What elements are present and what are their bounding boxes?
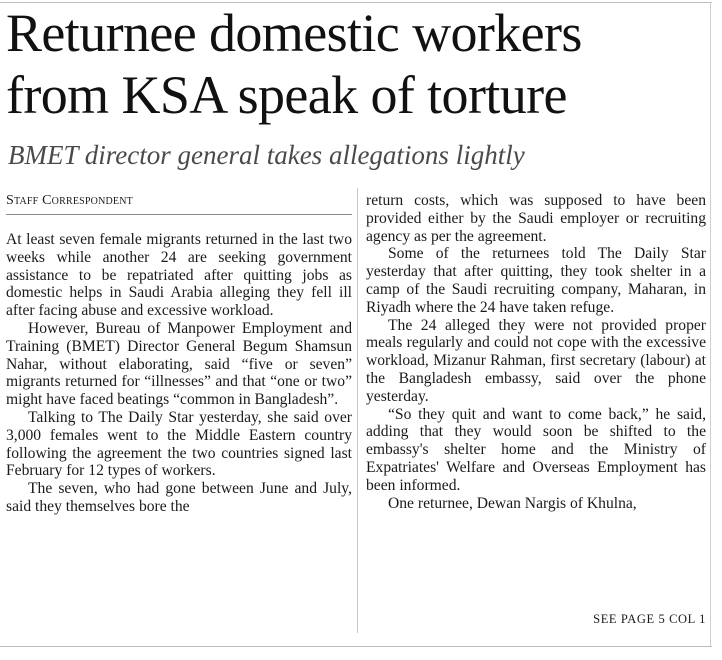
continued-jump-line: SEE PAGE 5 COL 1 [593, 612, 706, 626]
right-border [710, 2, 711, 647]
byline-rule [6, 214, 352, 215]
article-paragraph: One returnee, Dewan Nargis of Khulna, [388, 494, 637, 512]
article-paragraph: return costs, which was supposed to have been provided either by the Saudi employer or recruiting agency as per the agreement. [366, 192, 706, 245]
subheadline: BMET director general takes allegations lightly [8, 140, 525, 170]
article-paragraph: However, Bureau of Manpower Employment and Training (BMET) Director General Begum Shamsun Nahar, without elaborating, said “five or seven” migrants returned for “illnesses” and that “one or two” might have faced beatings “common in Bangladesh”. [6, 319, 352, 409]
article-paragraph: The 24 alleged they were not provided proper meals regularly and could not cope with the excessive workload, Mizanur Rahman, first secretary (labour) at the Bangladesh embassy, said over the phone yesterday. [366, 316, 706, 405]
article-paragraph: “So they quit and want to come back,” he said, adding that they would soon be shifted to the embassy's shelter home and the Ministry of Expatriates' Welfare and Overseas Employment has been informed. [366, 405, 706, 494]
headline-line-2: from KSA speak of torture [6, 65, 567, 125]
article-paragraph: The seven, who had gone between June and July, said they themselves bore the [6, 480, 352, 515]
article-paragraph: Some of the returnees told The Daily Star yesterday that after quitting, they took shelter in a camp of the Saudi recruiting company, Maharan, in Riyadh where the 24 have taken refuge. [366, 245, 706, 316]
byline-text: Staff Correspondent [6, 193, 133, 208]
article-column-right [366, 192, 706, 512]
bottom-border [0, 646, 712, 647]
article-paragraph: At least seven female migrants returned in the last two weeks while another 24 are seeking government assistance to be repatriated after quitting jobs as domestic helps in Saudi Arabia alleging they fell ill after facing abuse and excessive workload. [6, 231, 352, 320]
byline [6, 193, 352, 209]
article-column-left [6, 231, 352, 516]
column-divider [357, 188, 358, 633]
headline-line-1: Returnee domestic workers [6, 3, 582, 63]
headline [6, 2, 706, 126]
article-paragraph: Talking to The Daily Star yesterday, she said over 3,000 females went to the Middle Eastern country following the agreement the two countries signed last February for 12 types of workers. [6, 408, 352, 480]
